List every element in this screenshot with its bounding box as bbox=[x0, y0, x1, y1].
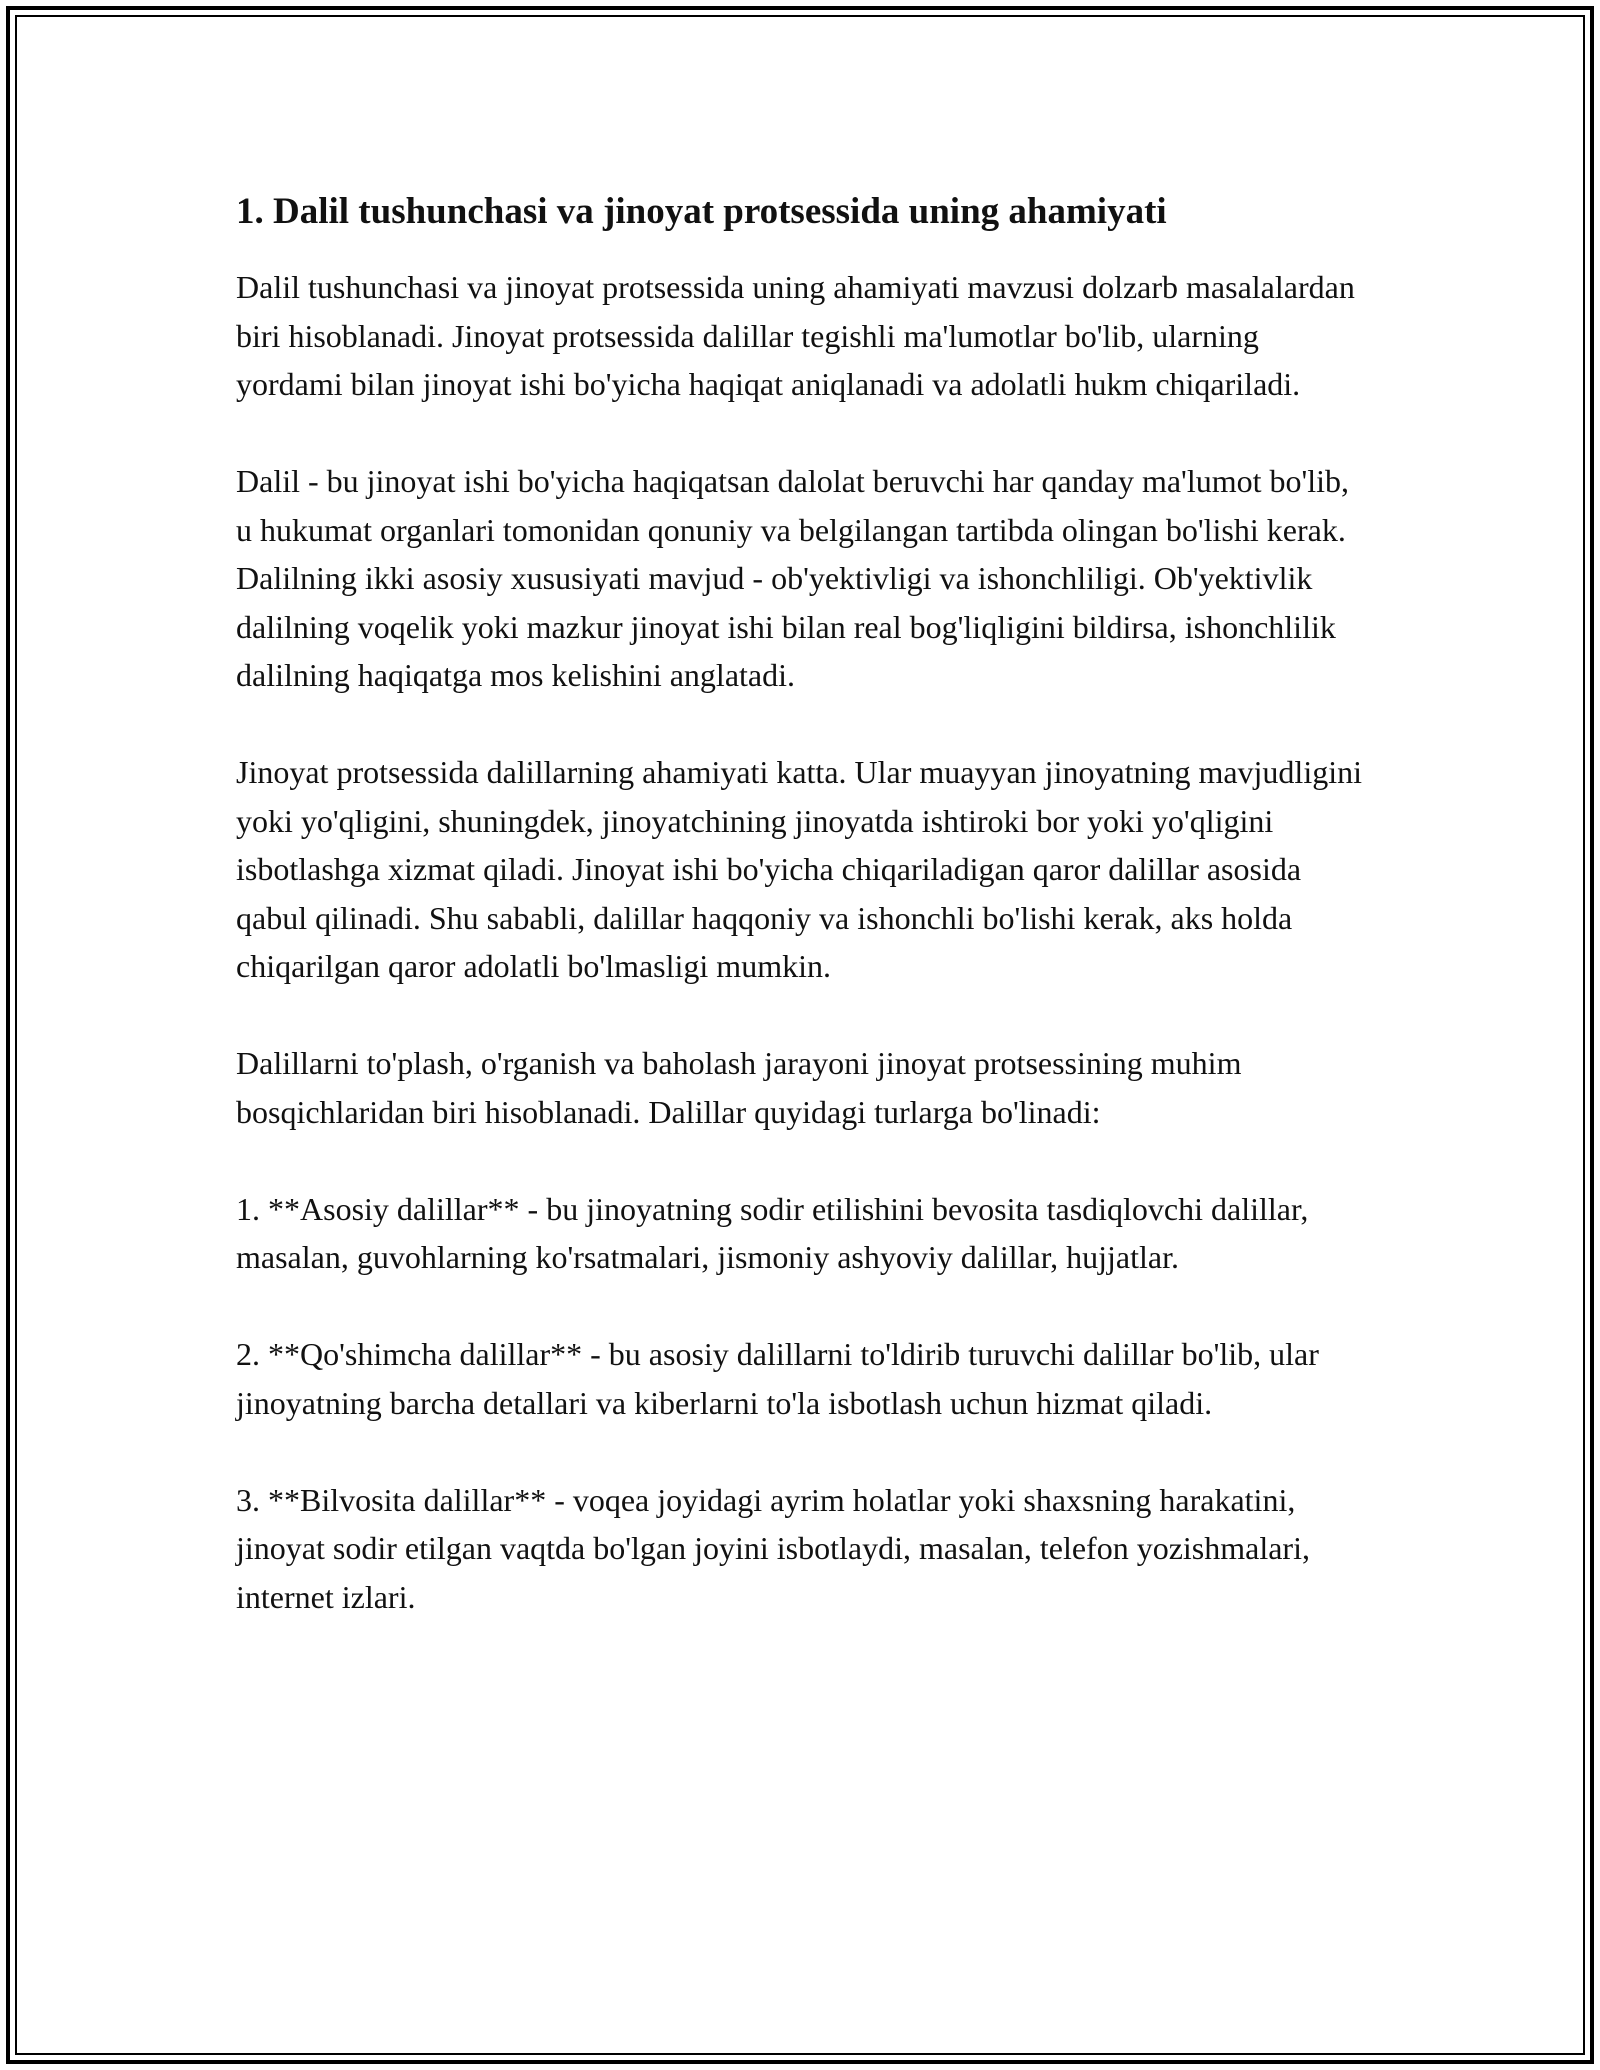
list-item-additional-evidence: 2. **Qo'shimcha dalillar** - bu asosiy dalillarni to'ldirib turuvchi dalillar bo'lib, ular jinoyatning barcha detallari va kiberlarni to'la isbotlash uchun hizmat qiladi. bbox=[236, 1336, 1319, 1421]
list-item-primary-evidence: 1. **Asosiy dalillar** - bu jinoyatning sodir etilishini bevosita tasdiqlovchi dalillar, masalan, guvohlarning ko'rsatmalari, jismoniy ashyoviy dalillar, hujjatlar. bbox=[236, 1190, 1309, 1275]
paragraph-definition: Dalil - bu jinoyat ishi bo'yicha haqiqatsan dalolat beruvchi har qanday ma'lumot bo'lib, u hukumat organlari tomonidan qonuniy va belgilangan tartibda olingan bo'lishi kerak. Dalilning ikki asosiy xususiyati mavjud - ob'yektivligi va ishonchliligi. Ob'yektivlik dalilning voqelik yoki mazkur jinoyat ishi bilan real bog'liqligini bildirsa, ishonchlilik dalilning haqiqatga mos kelishini anglatadi. bbox=[236, 463, 1350, 693]
paragraph-types-intro: Dalillarni to'plash, o'rganish va baholash jarayoni jinoyat protsessining muhim bosqichlaridan biri hisoblanadi. Dalillar quyidagi turlarga bo'linadi: bbox=[236, 1045, 1242, 1130]
paragraph-intro: Dalil tushunchasi va jinoyat protsessida uning ahamiyati mavzusi dolzarb masalalardan biri hisoblanadi. Jinoyat protsessida dalillar tegishli ma'lumotlar bo'lib, ularning yordami bilan jinoyat ishi bo'yicha haqiqat aniqlanadi va adolatli hukm chiqariladi. bbox=[236, 269, 1355, 402]
document-title: 1. Dalil tushunchasi va jinoyat protsessida uning ahamiyati bbox=[236, 191, 1167, 232]
document-body bbox=[236, 185, 1366, 1670]
list-item-indirect-evidence: 3. **Bilvosita dalillar** - voqea joyidagi ayrim holatlar yoki shaxsning harakatini, jinoyat sodir etilgan vaqtda bo'lgan joyini isbotlaydi, masalan, telefon yozishmalari, internet izlari. bbox=[236, 1481, 1310, 1615]
paragraph-importance: Jinoyat protsessida dalillarning ahamiyati katta. Ular muayyan jinoyatning mavjudligini yoki yo'qligini, shuningdek, jinoyatchining jinoyatda ishtiroki bor yoki yo'qligini isbotlashga xizmat qiladi. Jinoyat ishi bo'yicha chiqariladigan qaror dalillar asosida qabul qilinadi. Shu sababli, dalillar haqqoniy va ishonchli bo'lishi kerak, aks holda chiqarilgan qaror adolatli bo'lmasligi mumkin. bbox=[236, 754, 1362, 984]
